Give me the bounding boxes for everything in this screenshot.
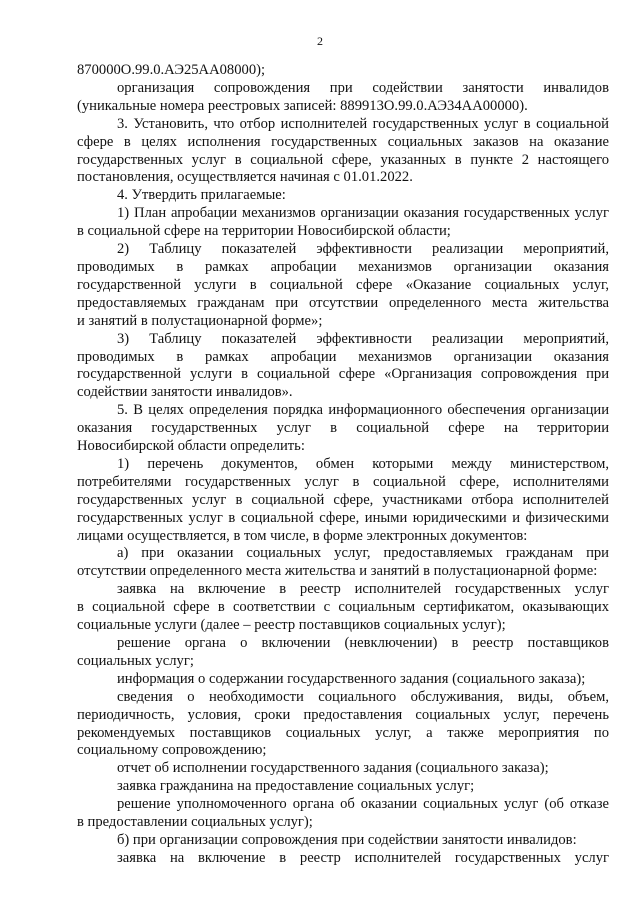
page-number: 2 [317, 34, 323, 48]
text-line: государственной услуги в социальной сфере «Организация сопровождения при [77, 366, 609, 383]
text-line: заявка на включение в реестр исполнителей государственных услуг [117, 849, 609, 866]
text-line: государственных услуг в социальной сфере, участниками отбора исполнителей [77, 491, 609, 508]
text-line: социальных услуг; [77, 652, 194, 669]
text-line: 3. Установить, что отбор исполнителей государственных услуг в социальной [117, 115, 609, 132]
text-line: в социальной сфере на территории Новосибирской области; [77, 223, 451, 240]
text-line: в предоставлении социальных услуг); [77, 814, 313, 831]
text-line: оказания государственных услуг в социальной сфере на территории [77, 420, 609, 437]
text-line: в социальной сфере в соответствии с социальным сертификатом, оказывающих [77, 599, 609, 616]
text-line: проводимых в рамках апробации механизмов организации оказания [77, 258, 609, 275]
text-line: 1) перечень документов, обмен которыми между министерством, [117, 455, 609, 472]
text-line: социальные услуги (далее – реестр поставщиков социальных услуг); [77, 617, 506, 634]
text-line: 3) Таблицу показателей эффективности реализации мероприятий, [117, 330, 609, 347]
text-line: и занятий в полустационарной форме»; [77, 312, 323, 329]
text-line: постановления, осуществляется начиная с 01.01.2022. [77, 169, 413, 186]
text-line: периодичность, условия, сроки предоставления социальных услуг, перечень [77, 706, 609, 723]
text-line: сфере в целях исполнения государственных социальных заказов на оказание [77, 133, 609, 150]
text-line: 4. Утвердить прилагаемые: [117, 187, 286, 204]
text-line: социальному сопровождению; [77, 742, 267, 759]
text-line: 1) План апробации механизмов организации оказания государственных услуг [117, 205, 609, 222]
text-line: Новосибирской области определить: [77, 438, 305, 455]
text-line: а) при оказании социальных услуг, предоставляемых гражданам при [117, 545, 609, 562]
text-line: решение органа о включении (невключении) в реестр поставщиков [117, 635, 609, 651]
text-line: отчет об исполнении государственного задания (социального заказа); [117, 760, 549, 777]
text-line: предоставляемых гражданам при отсутствии определенного места жительства [77, 294, 609, 311]
text-line: 2) Таблицу показателей эффективности реализации мероприятий, [117, 241, 609, 258]
text-line: рекомендуемых поставщиков социальных услуг, а также мероприятия по [77, 724, 609, 741]
text-line: организация сопровождения при содействии занятости инвалидов [117, 79, 609, 96]
text-line: решение уполномоченного органа об оказании социальных услуг (об отказе [117, 796, 609, 813]
text-line: (уникальные номера реестровых записей: 889913О.99.0.АЭ34АА00000). [77, 97, 528, 114]
text-line: государственных услуг в социальной сфере, иными юридическими и физическими [77, 509, 609, 526]
text-line: заявка гражданина на предоставление социальных услуг; [117, 778, 475, 795]
text-line: государственных услуг в социальной сфере, указанных в пункте 2 настоящего [77, 151, 609, 168]
text-line: государственной услуги в социальной сфере «Оказание социальных услуг, [77, 276, 609, 293]
text-line: потребителями государственных услуг в социальной сфере, исполнителями [77, 473, 609, 490]
text-line: заявка на включение в реестр исполнителей государственных услуг [117, 581, 609, 598]
document-body [77, 62, 609, 868]
text-line: 5. В целях определения порядка информационного обеспечения организации [117, 402, 609, 419]
text-line: проводимых в рамках апробации механизмов организации оказания [77, 348, 609, 365]
text-line: сведения о необходимости социального обслуживания, виды, объем, [117, 688, 609, 705]
text-line: лицами осуществляется, в том числе, в форме электронных документов: [77, 527, 528, 544]
text-line: информация о содержании государственного задания (социального заказа); [117, 670, 586, 687]
text-line: отсутствии определенного места жительства и занятий в полустационарной форме: [77, 563, 598, 580]
text-line: 870000О.99.0.АЭ25АА08000); [77, 62, 266, 78]
text-line: б) при организации сопровождения при содействии занятости инвалидов: [117, 831, 577, 848]
text-line: содействии занятости инвалидов». [77, 384, 293, 401]
